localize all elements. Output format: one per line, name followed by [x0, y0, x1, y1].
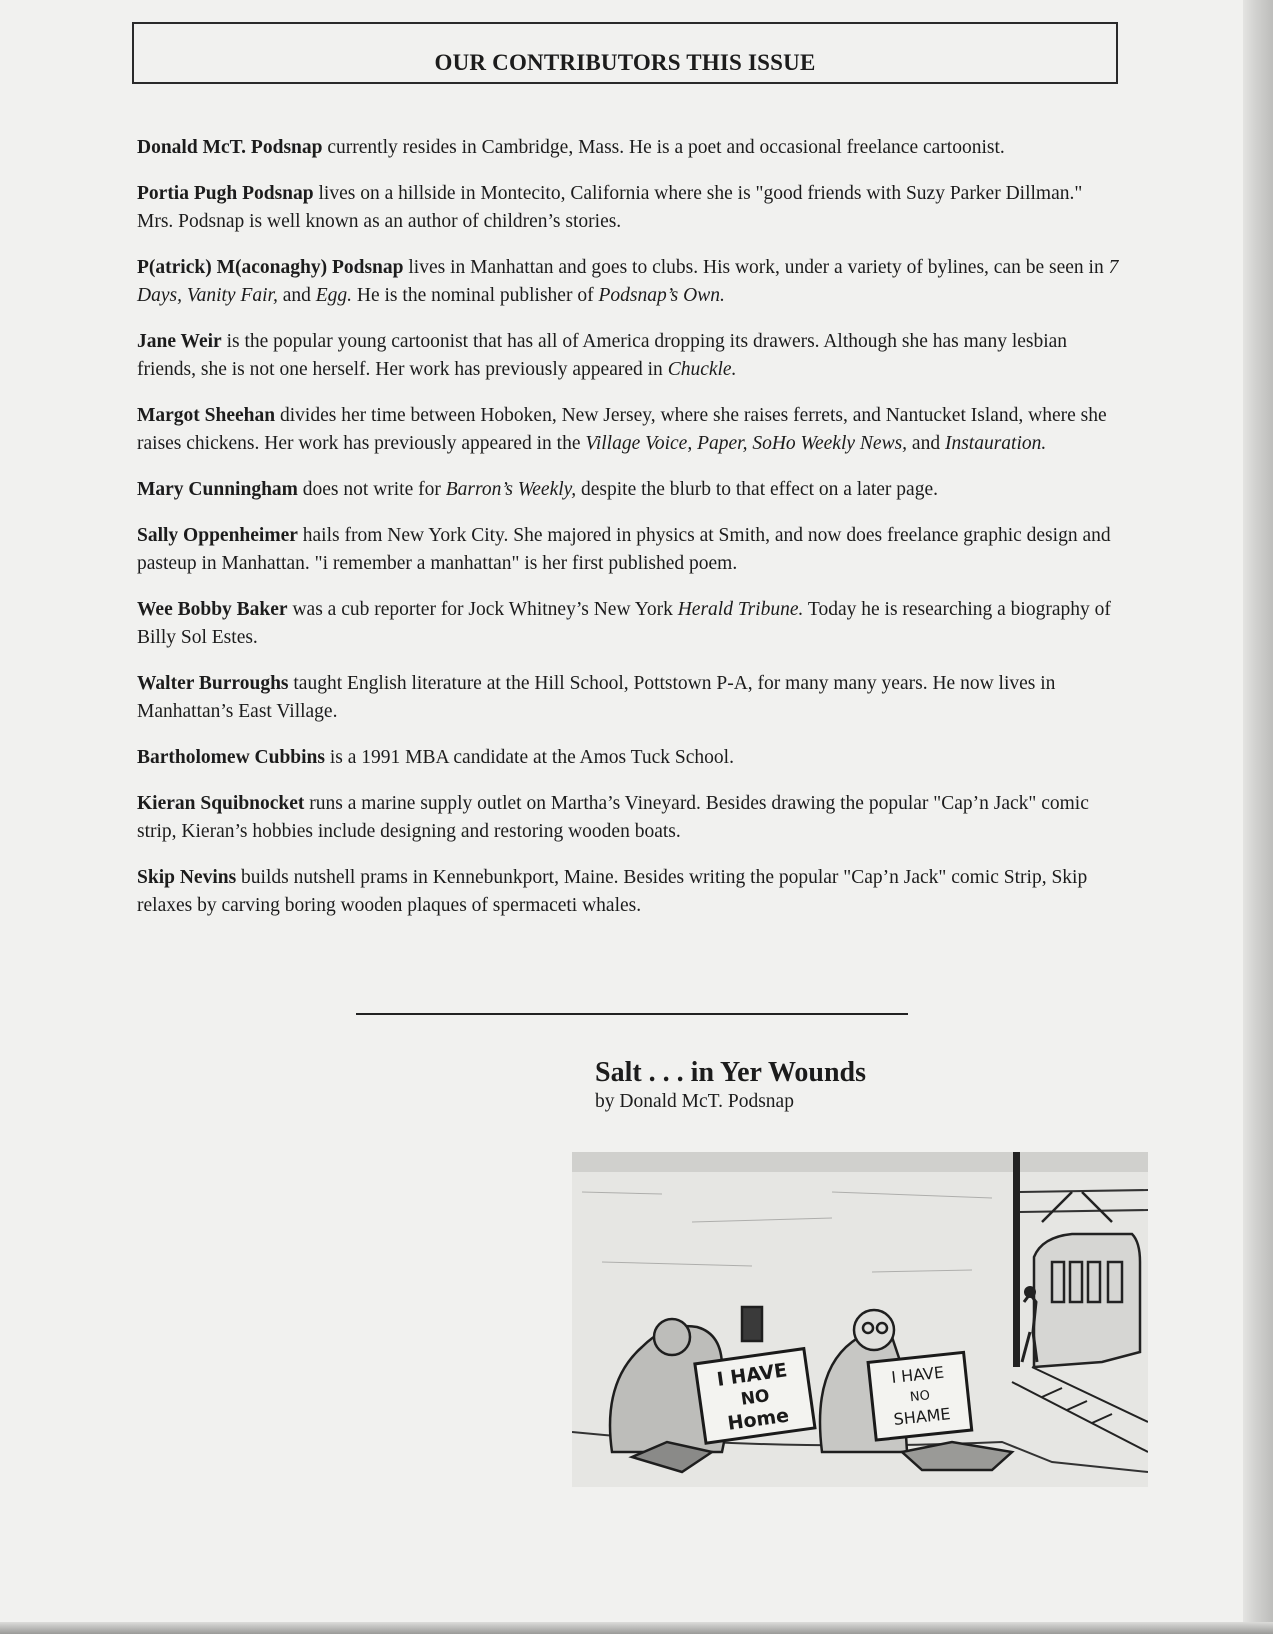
contributor-bio-text: lives in Manhattan and goes to clubs. His work, under a variety of bylines, can be seen in: [403, 257, 1109, 278]
feature-title: Salt . . . in Yer Wounds: [595, 1057, 867, 1088]
publication-title: Herald Tribune.: [677, 599, 804, 620]
feature-byline: by Donald McT. Podsnap: [595, 1091, 794, 1112]
contributor-entry: [137, 476, 1122, 504]
contributor-name: Margot Sheehan: [137, 405, 276, 426]
contributor-name: Jane Weir: [137, 331, 222, 352]
contributor-name: Kieran Squibnocket: [137, 793, 305, 814]
contributor-bio-text: builds nutshell prams in Kennebunkport, Maine. Besides writing the popular "Cap’n Jack" comic Strip, Skip relaxes by carving boring wooden plaques of spermaceti whales.: [137, 867, 1088, 916]
publication-title: Egg.: [315, 285, 353, 306]
contributor-bio-text: hails from New York City. She majored in physics at Smith, and now does freelance graphic design and pasteup in Manhattan. "i remember a manhattan" is her first published poem.: [137, 525, 1111, 574]
publication-title: Barron’s Weekly,: [445, 479, 577, 500]
contributor-entry: [137, 180, 1122, 236]
contributor-name: Skip Nevins: [137, 867, 237, 888]
sign-right-line2: NO: [909, 1388, 931, 1406]
contributor-name: P(atrick) M(aconaghy) Podsnap: [137, 257, 404, 278]
publication-title: Chuckle.: [667, 359, 737, 380]
sign-right-line3: SHAME: [892, 1404, 952, 1430]
contributors-list: [137, 134, 1122, 938]
contributor-bio-text: Today he is researching a biography of Billy Sol Estes.: [137, 599, 1111, 648]
cartoon-illustration: [572, 1152, 1148, 1487]
contributor-name: Walter Burroughs: [137, 673, 289, 694]
contributor-entry: [137, 134, 1122, 162]
contributor-bio-text: is the popular young cartoonist that has all of America dropping its drawers. Although she has many lesbian friends, she is not one herself. Her work has previously appeared in: [137, 331, 1068, 380]
contributor-name: Sally Oppenheimer: [137, 525, 298, 546]
page-edge-shadow: [1243, 0, 1273, 1634]
contributor-entry: [137, 790, 1122, 846]
contributor-bio-text: lives on a hillside in Montecito, California where she is "good friends with Suzy Parker Dillman." Mrs. Podsnap is well known as an author of children’s stories.: [137, 183, 1083, 232]
contributor-bio-text: was a cub reporter for Jock Whitney’s New York: [287, 599, 678, 620]
contributor-entry: [137, 522, 1122, 578]
page-bottom-shadow: [0, 1622, 1273, 1634]
publication-title: Podsnap’s Own.: [598, 285, 725, 306]
contributor-entry: [137, 254, 1122, 310]
page-title: OUR CONTRIBUTORS THIS ISSUE: [434, 50, 816, 75]
contributor-name: Mary Cunningham: [137, 479, 298, 500]
contributor-bio-text: divides her time between Hoboken, New Jersey, where she raises ferrets, and Nantucket Island, where she raises chickens. Her work has previously appeared in the: [137, 405, 1107, 454]
contributor-name: Wee Bobby Baker: [137, 599, 288, 620]
contributor-bio-text: taught English literature at the Hill School, Pottstown P-A, for many many years. He now lives in Manhattan’s East Village.: [137, 673, 1056, 722]
sign-left-line1: I HAVE: [715, 1359, 789, 1391]
contributor-name: Portia Pugh Podsnap: [137, 183, 314, 204]
sign-right-line1: I HAVE: [890, 1362, 945, 1388]
sign-right: [868, 1352, 972, 1440]
sign-left-line2: NO: [739, 1385, 771, 1410]
contributor-entry: [137, 328, 1122, 384]
contributor-bio-text: does not write for: [297, 479, 446, 500]
contributor-entry: [137, 670, 1122, 726]
contributor-bio-text: and: [277, 285, 316, 306]
publication-title: Village Voice, Paper, SoHo Weekly News,: [585, 433, 908, 454]
publication-title: 7 Days, Vanity Fair,: [137, 257, 1119, 306]
contributor-bio-text: despite the blurb to that effect on a later page.: [576, 479, 938, 500]
contributor-bio-text: and: [907, 433, 945, 454]
contributor-bio-text: currently resides in Cambridge, Mass. He is a poet and occasional freelance cartoonist.: [322, 137, 1005, 158]
contributor-bio-text: He is the nominal publisher of: [352, 285, 599, 306]
contributor-entry: [137, 744, 1122, 772]
section-divider: [356, 1013, 908, 1015]
contributor-entry: [137, 596, 1122, 652]
sign-left: [695, 1349, 815, 1444]
publication-title: Instauration.: [944, 433, 1047, 454]
contributor-bio-text: runs a marine supply outlet on Martha’s Vineyard. Besides drawing the popular "Cap’n Jack" comic strip, Kieran’s hobbies include designing and restoring wooden boats.: [137, 793, 1089, 842]
contributor-name: Donald McT. Podsnap: [137, 137, 323, 158]
header-box: [132, 22, 1118, 84]
contributor-entry: [137, 402, 1122, 458]
contributor-entry: [137, 864, 1122, 920]
sign-left-line3: Home: [726, 1404, 791, 1435]
contributor-name: Bartholomew Cubbins: [137, 747, 325, 768]
contributor-bio-text: is a 1991 MBA candidate at the Amos Tuck School.: [325, 747, 734, 768]
